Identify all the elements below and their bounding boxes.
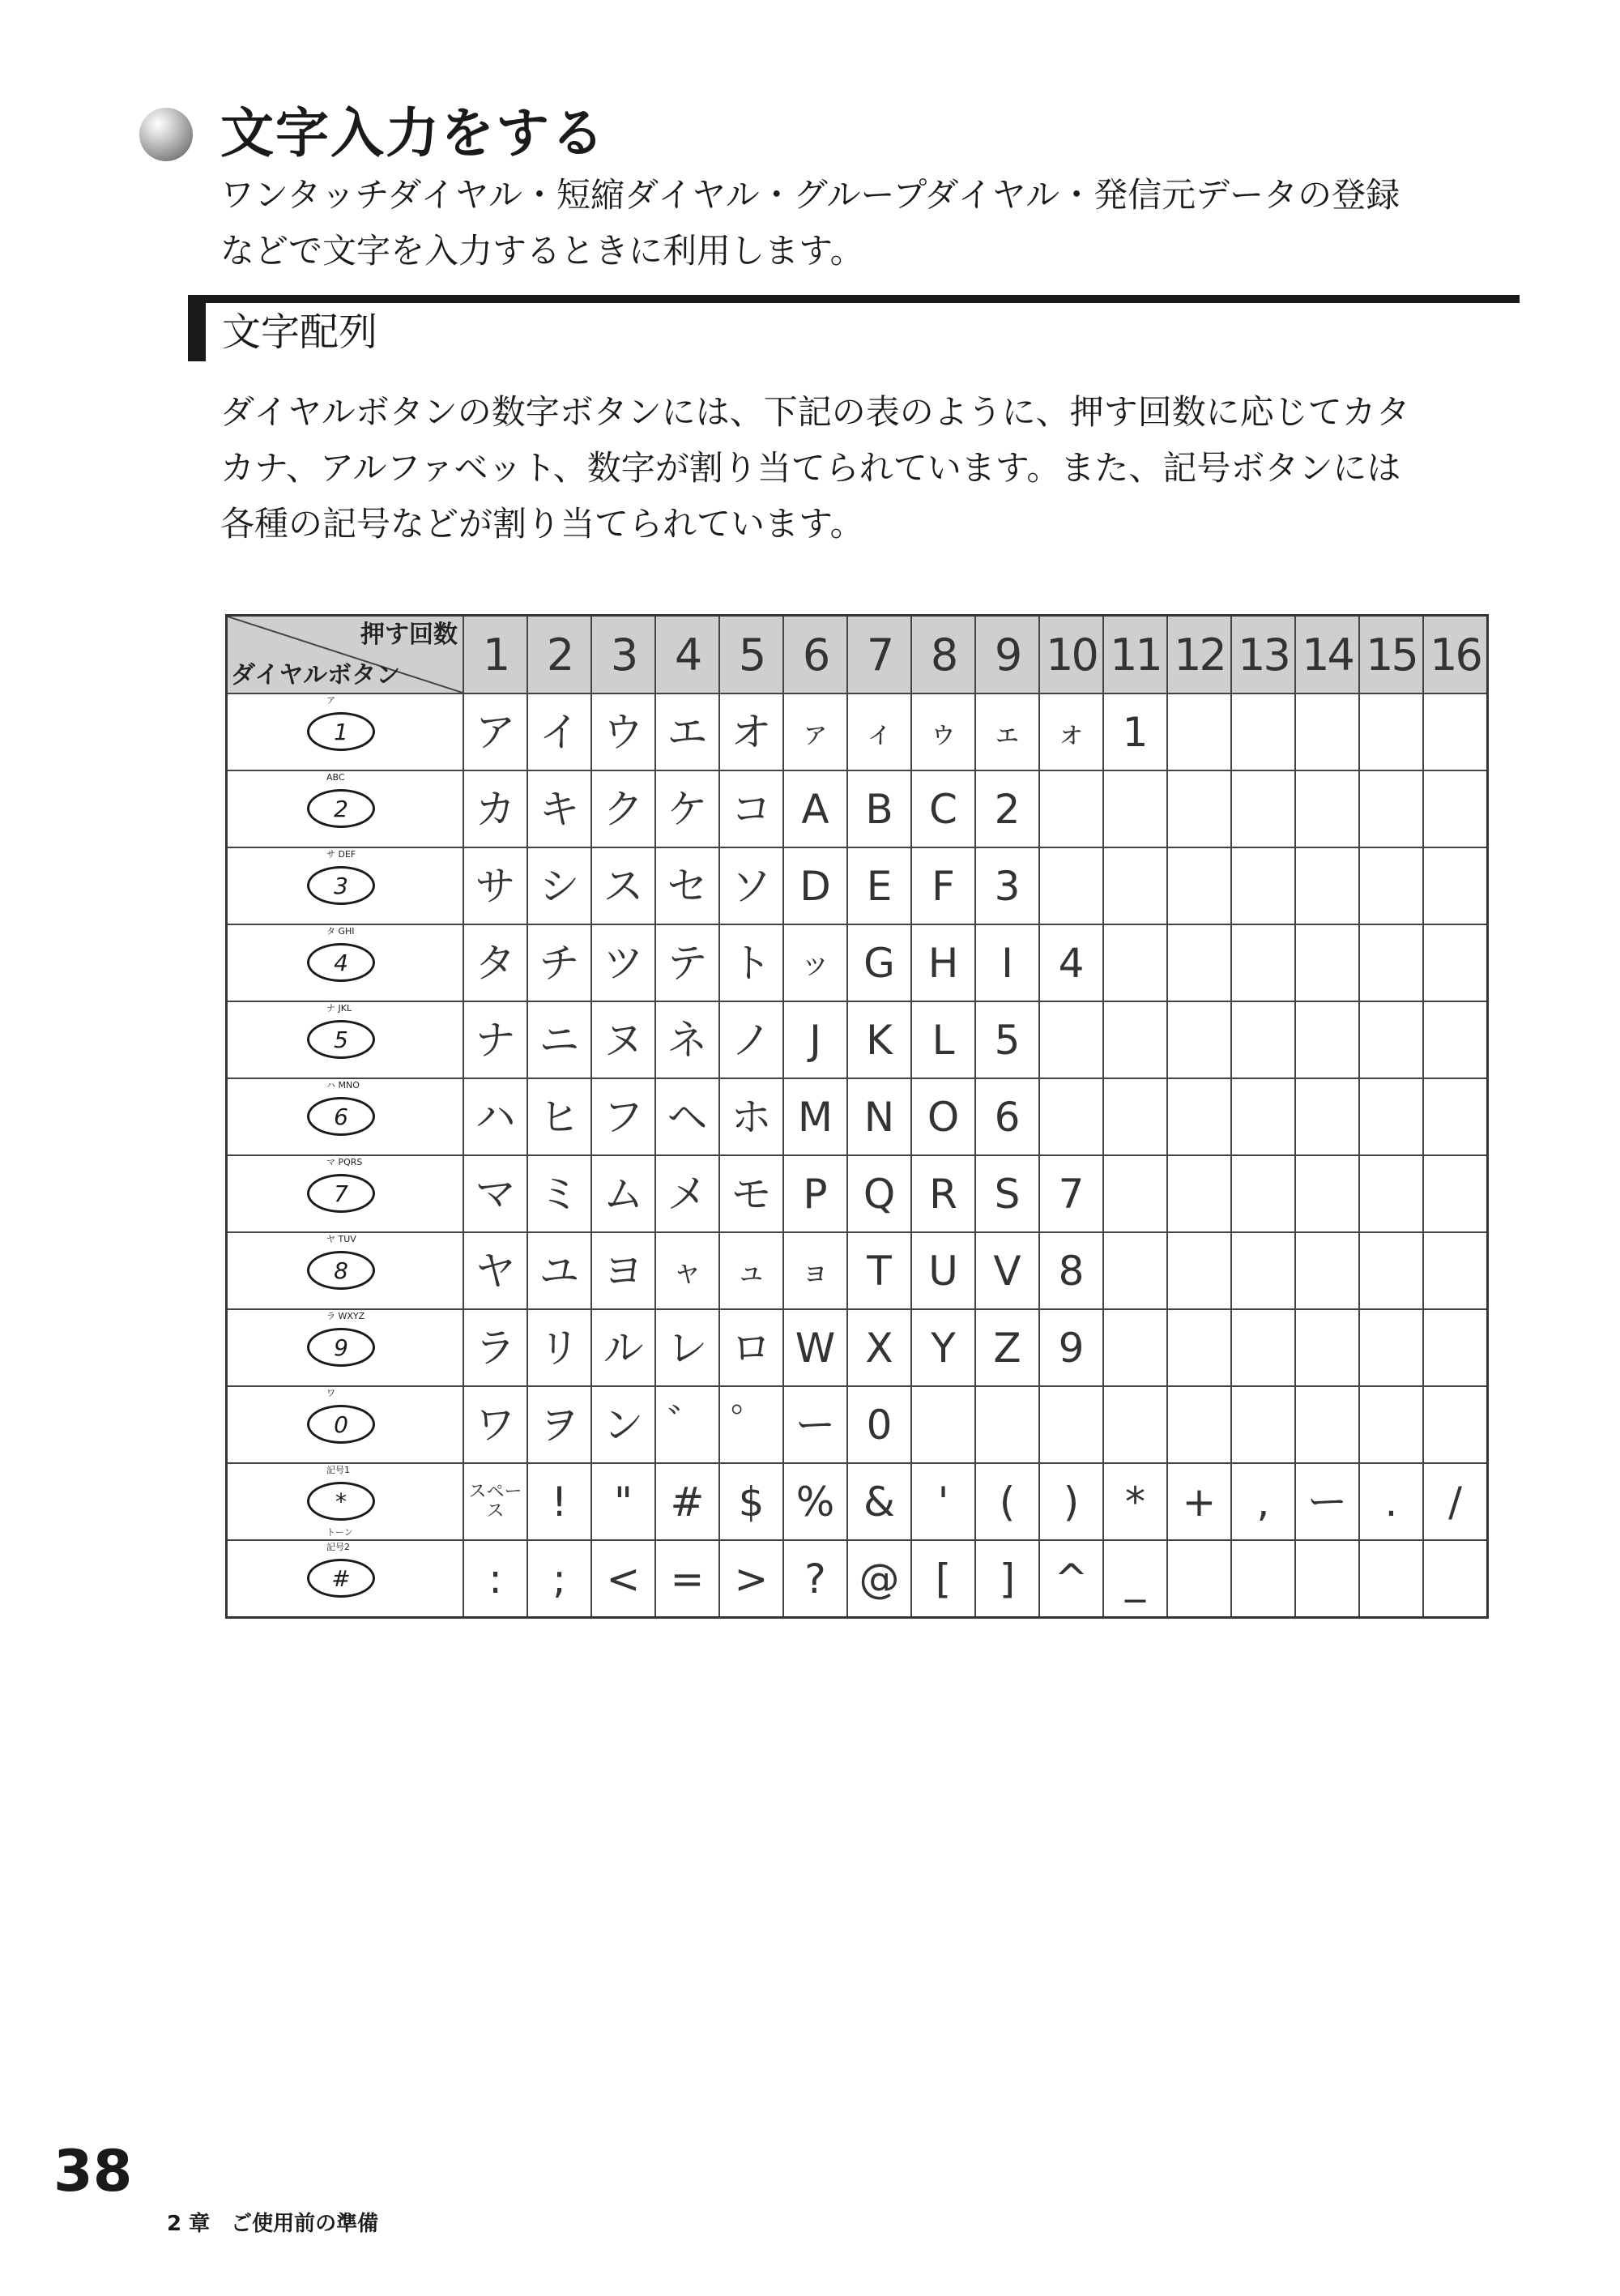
dial-button-sublabel: ラ WXYZ	[326, 1311, 365, 1321]
character-cell: ミ	[527, 1155, 591, 1232]
intro-line: などで文字を入力するときに利用します。	[220, 231, 864, 271]
character-cell: ヌ	[591, 1001, 655, 1078]
table-row	[227, 847, 1488, 924]
character-cell	[1359, 1001, 1423, 1078]
character-cell: ソ	[719, 847, 783, 924]
character-cell: 9	[1039, 1309, 1103, 1386]
character-cell: チ	[527, 924, 591, 1001]
character-cell: ワ	[463, 1386, 527, 1463]
character-cell	[1231, 693, 1295, 770]
character-cell: ヲ	[527, 1386, 591, 1463]
character-cell: N	[847, 1078, 911, 1155]
character-cell: ィ	[847, 693, 911, 770]
table-row	[227, 1078, 1488, 1155]
character-cell: U	[911, 1232, 975, 1309]
character-cell	[1295, 1078, 1359, 1155]
character-cell	[1295, 847, 1359, 924]
character-cell: P	[783, 1155, 847, 1232]
character-cell	[1423, 847, 1488, 924]
character-cell	[1167, 1232, 1231, 1309]
character-cell: タ	[463, 924, 527, 1001]
character-cell	[1359, 1386, 1423, 1463]
press-count-header: 7	[847, 616, 911, 694]
dial-button-cell	[227, 847, 464, 924]
character-cell	[1039, 847, 1103, 924]
character-cell: [	[911, 1540, 975, 1618]
table-row	[227, 1001, 1488, 1078]
character-cell: ?	[783, 1540, 847, 1618]
character-cell: ネ	[655, 1001, 719, 1078]
character-cell: ー	[1295, 1463, 1359, 1540]
character-cell	[1167, 1386, 1231, 1463]
dial-button-sublabel: ABC	[326, 772, 345, 783]
intro-line: ワンタッチダイヤル・短縮ダイヤル・グループダイヤル・発信元データの登録	[220, 175, 1400, 215]
character-cell: O	[911, 1078, 975, 1155]
character-cell: Z	[975, 1309, 1039, 1386]
character-cell	[1167, 1001, 1231, 1078]
character-cell: ク	[591, 770, 655, 847]
table-corner-cell	[227, 616, 464, 694]
character-cell: .	[1359, 1463, 1423, 1540]
character-cell: '	[911, 1463, 975, 1540]
character-cell	[1103, 1078, 1167, 1155]
character-cell: D	[783, 847, 847, 924]
dial-key-icon: 5	[307, 1020, 375, 1059]
character-cell	[1295, 1001, 1359, 1078]
character-cell: ア	[463, 693, 527, 770]
dial-button-sublabel: 記号2	[326, 1542, 350, 1552]
character-cell: レ	[655, 1309, 719, 1386]
character-cell: _	[1103, 1540, 1167, 1618]
character-cell	[1359, 1540, 1423, 1618]
corner-press-count-label: 押す回数	[360, 621, 458, 649]
character-cell: ュ	[719, 1232, 783, 1309]
character-cell: 1	[1103, 693, 1167, 770]
dial-button-cell	[227, 924, 464, 1001]
page-title: 文字入力をする	[220, 102, 606, 164]
character-cell: V	[975, 1232, 1039, 1309]
dial-button-sublabel: サ DEF	[326, 849, 356, 860]
table-row	[227, 1463, 1488, 1540]
character-cell	[1359, 770, 1423, 847]
character-cell: ッ	[783, 924, 847, 1001]
character-cell	[1359, 693, 1423, 770]
character-cell: ー	[783, 1386, 847, 1463]
character-cell: H	[911, 924, 975, 1001]
dial-key-icon: 9	[307, 1328, 375, 1367]
character-cell: ト	[719, 924, 783, 1001]
dial-button-sublabel: マ PQRS	[326, 1157, 363, 1167]
character-cell: ォ	[1039, 693, 1103, 770]
character-cell: I	[975, 924, 1039, 1001]
character-cell: フ	[591, 1078, 655, 1155]
page-number: 38	[53, 2138, 133, 2204]
character-cell	[1167, 924, 1231, 1001]
table-row	[227, 1540, 1488, 1618]
press-count-header: 12	[1167, 616, 1231, 694]
body-line: 各種の記号などが割り当てられています。	[220, 504, 864, 544]
dial-button-sublabel: ナ JKL	[326, 1003, 352, 1014]
character-cell: A	[783, 770, 847, 847]
character-cell: オ	[719, 693, 783, 770]
character-cell	[1167, 847, 1231, 924]
character-cell: ツ	[591, 924, 655, 1001]
character-cell	[1039, 770, 1103, 847]
character-cell: Y	[911, 1309, 975, 1386]
dial-button-cell	[227, 1540, 464, 1618]
dial-button-cell	[227, 1232, 464, 1309]
character-cell: K	[847, 1001, 911, 1078]
dial-button-sublabel: ヤ TUV	[326, 1234, 356, 1244]
character-cell: ヘ	[655, 1078, 719, 1155]
character-cell: イ	[527, 693, 591, 770]
character-cell	[1167, 770, 1231, 847]
press-count-header: 14	[1295, 616, 1359, 694]
character-cell: $	[719, 1463, 783, 1540]
character-cell: ]	[975, 1540, 1039, 1618]
character-cell	[1295, 1386, 1359, 1463]
character-cell: ヨ	[591, 1232, 655, 1309]
character-cell	[1231, 1155, 1295, 1232]
character-cell: :	[463, 1540, 527, 1618]
character-cell: ァ	[783, 693, 847, 770]
character-cell: ケ	[655, 770, 719, 847]
character-cell: X	[847, 1309, 911, 1386]
character-cell: ヒ	[527, 1078, 591, 1155]
dial-button-cell	[227, 1386, 464, 1463]
character-cell: マ	[463, 1155, 527, 1232]
character-cell	[1423, 770, 1488, 847]
body-line: ダイヤルボタンの数字ボタンには、下記の表のように、押す回数に応じてカタ	[220, 392, 1410, 432]
character-cell	[1423, 1001, 1488, 1078]
character-cell: ム	[591, 1155, 655, 1232]
intro-paragraph	[220, 167, 1533, 279]
character-cell: ^	[1039, 1540, 1103, 1618]
character-cell	[1231, 924, 1295, 1001]
character-cell: T	[847, 1232, 911, 1309]
character-cell: 8	[1039, 1232, 1103, 1309]
character-cell: テ	[655, 924, 719, 1001]
dial-button-cell	[227, 1001, 464, 1078]
character-cell	[1359, 1232, 1423, 1309]
dial-button-sublabel: ワ	[326, 1388, 335, 1398]
character-cell	[1423, 1078, 1488, 1155]
character-cell	[1359, 1078, 1423, 1155]
character-cell: 4	[1039, 924, 1103, 1001]
dial-key-icon: 7	[307, 1174, 375, 1213]
character-cell: ウ	[591, 693, 655, 770]
character-cell	[1295, 1155, 1359, 1232]
character-cell: ロ	[719, 1309, 783, 1386]
character-cell	[1295, 1540, 1359, 1618]
dial-button-cell	[227, 693, 464, 770]
character-cell: ン	[591, 1386, 655, 1463]
character-cell: メ	[655, 1155, 719, 1232]
press-count-header: 9	[975, 616, 1039, 694]
character-cell	[1231, 1309, 1295, 1386]
character-cell: !	[527, 1463, 591, 1540]
body-paragraph	[220, 384, 1533, 552]
table-header-row	[227, 616, 1488, 694]
character-cell: =	[655, 1540, 719, 1618]
dial-button-sublabel: ハ MNO	[326, 1080, 360, 1090]
dial-key-icon: 2	[307, 789, 375, 828]
character-cell	[1295, 1232, 1359, 1309]
press-count-header: 5	[719, 616, 783, 694]
character-cell	[975, 1386, 1039, 1463]
character-cell	[1423, 1155, 1488, 1232]
character-cell: ル	[591, 1309, 655, 1386]
character-cell: ホ	[719, 1078, 783, 1155]
dial-button-sublabel: ア	[326, 695, 335, 706]
table-row	[227, 1232, 1488, 1309]
character-cell: エ	[655, 693, 719, 770]
character-cell: F	[911, 847, 975, 924]
section-rule	[188, 295, 1520, 303]
dial-key-icon: 0	[307, 1405, 375, 1444]
character-cell	[1039, 1001, 1103, 1078]
character-cell	[1231, 770, 1295, 847]
character-cell: "	[591, 1463, 655, 1540]
character-cell: コ	[719, 770, 783, 847]
character-cell	[1359, 924, 1423, 1001]
dial-key-icon: 3	[307, 866, 375, 905]
table-row	[227, 1155, 1488, 1232]
character-cell	[1423, 1309, 1488, 1386]
character-cell: )	[1039, 1463, 1103, 1540]
character-cell: ノ	[719, 1001, 783, 1078]
press-count-header: 3	[591, 616, 655, 694]
character-cell	[1231, 1078, 1295, 1155]
character-cell: シ	[527, 847, 591, 924]
character-cell	[1423, 693, 1488, 770]
character-cell: #	[655, 1463, 719, 1540]
character-cell: セ	[655, 847, 719, 924]
character-cell: 5	[975, 1001, 1039, 1078]
character-cell: 0	[847, 1386, 911, 1463]
character-cell: ユ	[527, 1232, 591, 1309]
character-cell: S	[975, 1155, 1039, 1232]
character-cell	[1231, 1540, 1295, 1618]
character-cell: <	[591, 1540, 655, 1618]
character-cell	[1103, 847, 1167, 924]
character-cell: リ	[527, 1309, 591, 1386]
character-cell	[1423, 1540, 1488, 1618]
character-cell: ;	[527, 1540, 591, 1618]
character-cell: モ	[719, 1155, 783, 1232]
character-cell: %	[783, 1463, 847, 1540]
character-cell: (	[975, 1463, 1039, 1540]
character-cell: ラ	[463, 1309, 527, 1386]
character-cell: ヤ	[463, 1232, 527, 1309]
character-cell	[1231, 1001, 1295, 1078]
character-cell	[1167, 693, 1231, 770]
table-body	[227, 693, 1488, 1618]
character-cell	[1423, 1232, 1488, 1309]
character-cell: 2	[975, 770, 1039, 847]
character-cell	[1103, 1309, 1167, 1386]
character-cell	[1103, 924, 1167, 1001]
dial-key-icon: 4	[307, 943, 375, 982]
character-cell: R	[911, 1155, 975, 1232]
character-cell	[1359, 1155, 1423, 1232]
character-cell: G	[847, 924, 911, 1001]
press-count-header: 10	[1039, 616, 1103, 694]
character-cell	[911, 1386, 975, 1463]
dial-button-sublabel: タ GHI	[326, 926, 355, 937]
character-cell	[1167, 1078, 1231, 1155]
character-cell	[1167, 1155, 1231, 1232]
dial-button-cell	[227, 1463, 464, 1540]
character-cell: @	[847, 1540, 911, 1618]
character-cell	[1103, 1001, 1167, 1078]
character-cell: ニ	[527, 1001, 591, 1078]
table-row	[227, 1309, 1488, 1386]
character-cell: ゜	[719, 1386, 783, 1463]
character-cell: &	[847, 1463, 911, 1540]
character-cell	[1295, 924, 1359, 1001]
character-cell: >	[719, 1540, 783, 1618]
character-cell	[1359, 1309, 1423, 1386]
dial-key-icon: 8	[307, 1251, 375, 1290]
character-cell: ョ	[783, 1232, 847, 1309]
character-cell	[1295, 693, 1359, 770]
character-cell	[1231, 1386, 1295, 1463]
character-cell	[1295, 770, 1359, 847]
character-cell: 3	[975, 847, 1039, 924]
character-cell: L	[911, 1001, 975, 1078]
press-count-header: 6	[783, 616, 847, 694]
character-cell	[1103, 770, 1167, 847]
character-cell: /	[1423, 1463, 1488, 1540]
character-cell: B	[847, 770, 911, 847]
character-cell	[1295, 1309, 1359, 1386]
character-cell	[1039, 1078, 1103, 1155]
table-row	[227, 1386, 1488, 1463]
press-count-header: 1	[463, 616, 527, 694]
character-cell: *	[1103, 1463, 1167, 1540]
character-cell	[1231, 847, 1295, 924]
character-cell	[1231, 1232, 1295, 1309]
character-cell	[1103, 1386, 1167, 1463]
character-cell: W	[783, 1309, 847, 1386]
title-bullet-sphere	[139, 108, 193, 161]
character-cell: C	[911, 770, 975, 847]
section-marker-bar	[188, 303, 206, 361]
character-cell: ェ	[975, 693, 1039, 770]
character-cell: M	[783, 1078, 847, 1155]
press-count-header: 13	[1231, 616, 1295, 694]
character-cell	[1423, 924, 1488, 1001]
character-cell: スペース	[463, 1463, 527, 1540]
section-title: 文字配列	[222, 309, 378, 355]
character-cell	[1167, 1540, 1231, 1618]
character-cell: Q	[847, 1155, 911, 1232]
character-cell: ゥ	[911, 693, 975, 770]
character-cell: ハ	[463, 1078, 527, 1155]
character-cell: E	[847, 847, 911, 924]
table-row	[227, 924, 1488, 1001]
press-count-header: 11	[1103, 616, 1167, 694]
character-cell: サ	[463, 847, 527, 924]
body-line: カナ、アルファベット、数字が割り当てられています。また、記号ボタンには	[220, 448, 1401, 488]
dial-button-cell	[227, 1309, 464, 1386]
press-count-header: 4	[655, 616, 719, 694]
dial-button-cell	[227, 770, 464, 847]
press-count-header: 8	[911, 616, 975, 694]
character-cell	[1103, 1155, 1167, 1232]
press-count-header: 2	[527, 616, 591, 694]
dial-button-tone-label: トーン	[326, 1527, 353, 1538]
character-cell: ャ	[655, 1232, 719, 1309]
character-cell	[1359, 847, 1423, 924]
character-assignment-table	[225, 614, 1489, 1619]
chapter-label: 2 章 ご使用前の準備	[167, 2212, 379, 2236]
character-cell: ゛	[655, 1386, 719, 1463]
dial-key-icon: #	[307, 1559, 375, 1598]
character-cell	[1167, 1309, 1231, 1386]
table-row	[227, 770, 1488, 847]
character-cell: ,	[1231, 1463, 1295, 1540]
character-cell	[1423, 1386, 1488, 1463]
character-cell: 6	[975, 1078, 1039, 1155]
character-cell	[1039, 1386, 1103, 1463]
character-cell: 7	[1039, 1155, 1103, 1232]
dial-button-cell	[227, 1078, 464, 1155]
corner-dial-button-label: ダイヤルボタン	[231, 661, 401, 689]
character-cell: J	[783, 1001, 847, 1078]
character-cell: +	[1167, 1463, 1231, 1540]
character-cell: ナ	[463, 1001, 527, 1078]
dial-key-icon: *	[307, 1482, 375, 1521]
character-cell: ス	[591, 847, 655, 924]
character-cell: カ	[463, 770, 527, 847]
press-count-header: 16	[1423, 616, 1488, 694]
table-row	[227, 693, 1488, 770]
dial-button-sublabel: 記号1	[326, 1465, 350, 1475]
character-cell	[1103, 1232, 1167, 1309]
character-cell: キ	[527, 770, 591, 847]
dial-key-icon: 6	[307, 1097, 375, 1136]
dial-key-icon: 1	[307, 712, 375, 751]
dial-button-cell	[227, 1155, 464, 1232]
press-count-header: 15	[1359, 616, 1423, 694]
